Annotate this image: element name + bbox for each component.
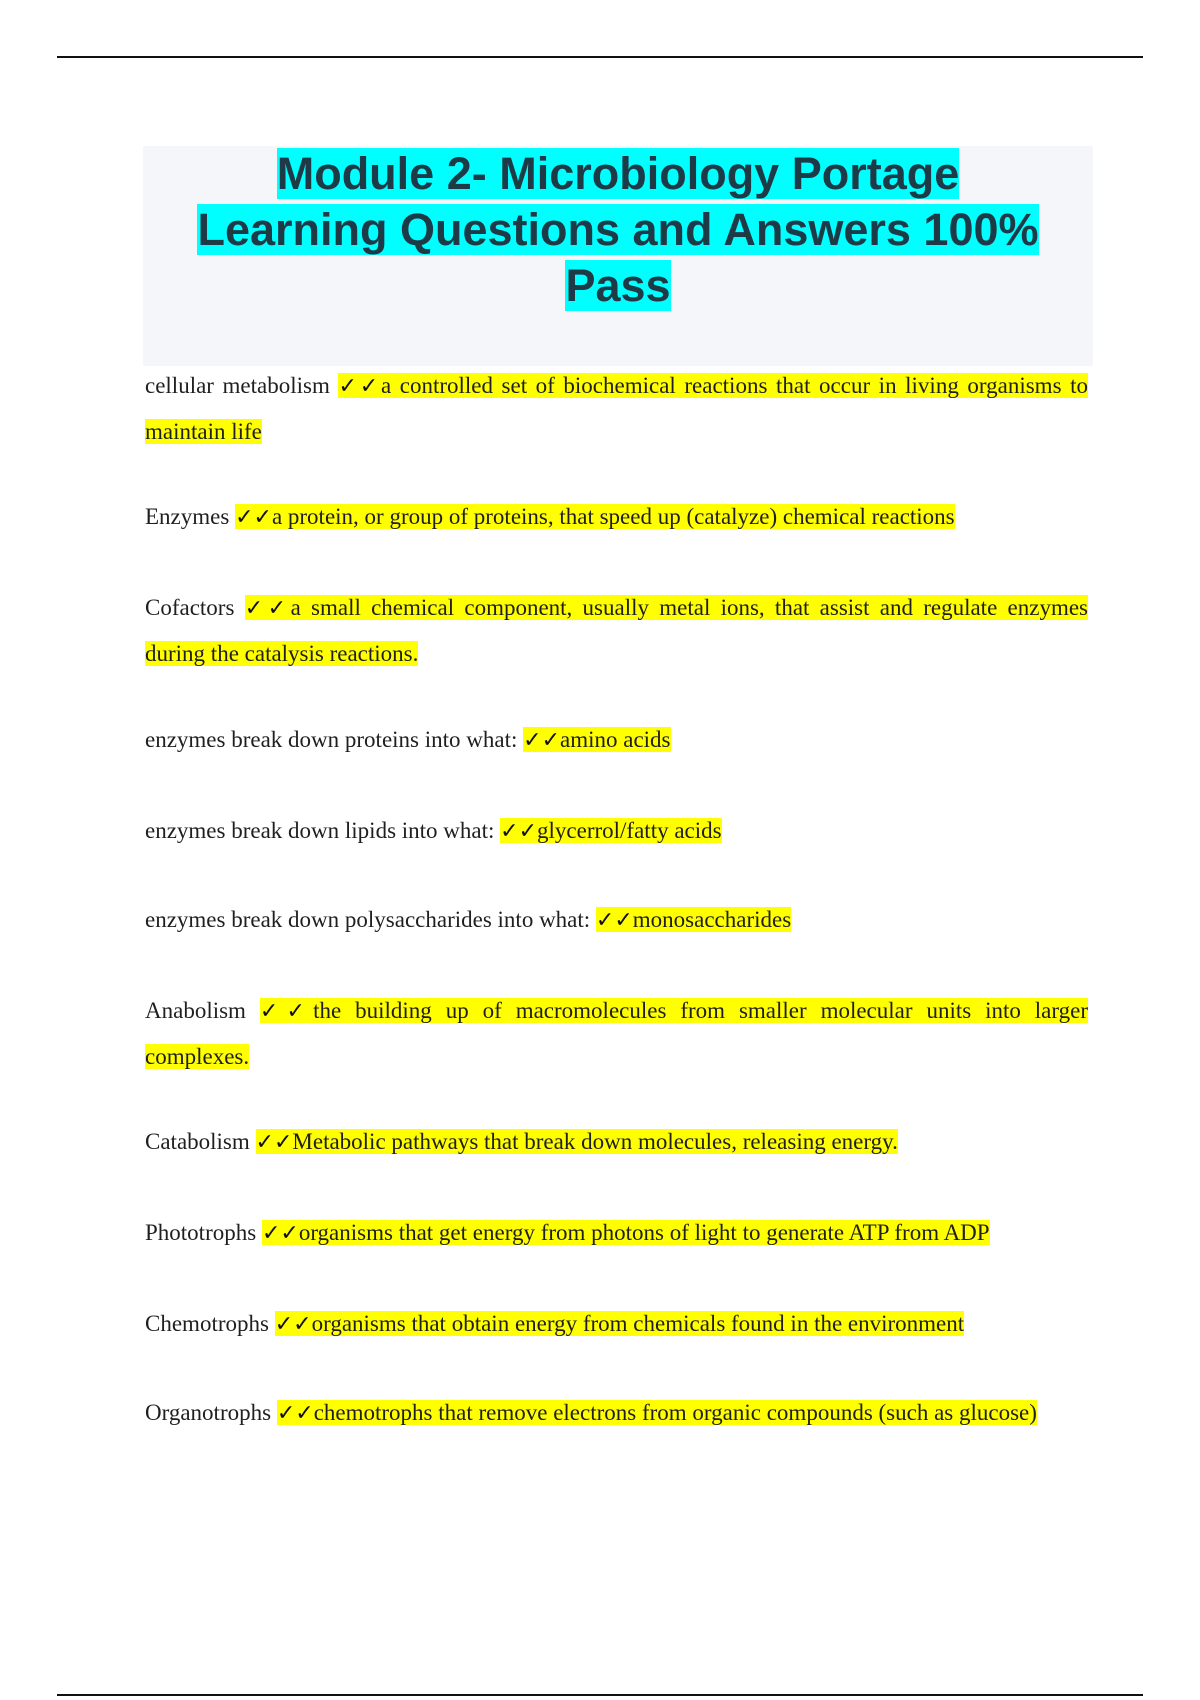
qa-answer-highlight bbox=[145, 998, 1088, 1069]
qa-term: Phototrophs bbox=[145, 1220, 257, 1245]
bottom-rule bbox=[57, 1694, 1143, 1696]
qa-answer-highlight bbox=[262, 1220, 990, 1245]
double-check-icon: ✓✓ bbox=[338, 374, 381, 399]
qa-answer: organisms that obtain energy from chemicals found in the environment bbox=[311, 1311, 965, 1336]
qa-term: enzymes break down proteins into what: bbox=[145, 727, 518, 752]
title-block bbox=[143, 146, 1093, 366]
qa-term: Cofactors bbox=[145, 595, 235, 620]
double-check-icon: ✓✓ bbox=[255, 1130, 293, 1155]
qa-term: Enzymes bbox=[145, 504, 230, 529]
qa-item-chemotrophs bbox=[145, 1301, 1088, 1347]
qa-term: cellular metabolism bbox=[145, 373, 330, 398]
qa-item-anabolism bbox=[145, 988, 1088, 1079]
qa-answer-highlight bbox=[277, 1400, 1037, 1425]
qa-answer: chemotrophs that remove electrons from organic compounds (such as glucose) bbox=[313, 1400, 1037, 1425]
qa-answer-highlight bbox=[523, 727, 670, 752]
qa-item-organotrophs bbox=[145, 1390, 1088, 1436]
qa-term: enzymes break down polysaccharides into what: bbox=[145, 907, 591, 932]
double-check-icon: ✓✓ bbox=[523, 728, 561, 753]
qa-term: Anabolism bbox=[145, 998, 246, 1023]
page-title bbox=[143, 146, 1093, 314]
qa-term: enzymes break down lipids into what: bbox=[145, 818, 495, 843]
title-line-1: Module 2- Microbiology Portage bbox=[276, 148, 960, 199]
top-rule bbox=[57, 56, 1143, 58]
double-check-icon: ✓✓ bbox=[595, 908, 633, 933]
double-check-icon: ✓✓ bbox=[500, 819, 538, 844]
qa-answer: glycerrol/fatty acids bbox=[537, 818, 722, 843]
double-check-icon: ✓✓ bbox=[261, 1221, 299, 1246]
qa-answer-highlight bbox=[500, 818, 721, 843]
qa-answer: organisms that get energy from photons of light to generate ATP from ADP bbox=[298, 1220, 990, 1245]
double-check-icon: ✓✓ bbox=[259, 999, 314, 1024]
qa-item-enzymes bbox=[145, 494, 1088, 540]
qa-item-catabolism bbox=[145, 1119, 1088, 1165]
qa-answer: a protein, or group of proteins, that speed up (catalyze) chemical reactions bbox=[271, 504, 955, 529]
qa-term: Catabolism bbox=[145, 1129, 250, 1154]
qa-term: Chemotrophs bbox=[145, 1311, 269, 1336]
double-check-icon: ✓✓ bbox=[235, 505, 272, 530]
qa-answer: monosaccharides bbox=[632, 907, 792, 932]
qa-term: Organotrophs bbox=[145, 1400, 272, 1425]
double-check-icon: ✓✓ bbox=[276, 1401, 314, 1426]
qa-item-cofactors bbox=[145, 585, 1088, 676]
qa-item-cellular-metabolism bbox=[145, 363, 1088, 454]
qa-answer: a small chemical component, usually metal ions, that assist and regulate enzymes during the catalysis reactions. bbox=[145, 595, 1089, 666]
qa-answer-highlight bbox=[145, 595, 1088, 666]
qa-answer-highlight bbox=[256, 1129, 898, 1154]
qa-item-phototrophs bbox=[145, 1210, 1088, 1256]
qa-answer: amino acids bbox=[560, 727, 671, 752]
qa-answer: the building up of macromolecules from smaller molecular units into larger complexes. bbox=[145, 998, 1088, 1069]
qa-item-polysaccharides bbox=[145, 897, 1088, 943]
qa-answer-highlight bbox=[275, 1311, 964, 1336]
qa-answer: a controlled set of biochemical reactions that occur in living organisms to maintain life bbox=[145, 373, 1088, 444]
qa-answer-highlight bbox=[235, 504, 955, 529]
qa-answer-highlight bbox=[596, 907, 791, 932]
qa-item-lipids bbox=[145, 808, 1088, 854]
qa-item-proteins bbox=[145, 717, 1088, 763]
title-line-2: Learning Questions and Answers 100% bbox=[197, 204, 1039, 255]
double-check-icon: ✓✓ bbox=[274, 1312, 312, 1337]
double-check-icon: ✓✓ bbox=[244, 596, 291, 621]
title-line-3: Pass bbox=[565, 260, 671, 311]
qa-answer: Metabolic pathways that break down molecules, releasing energy. bbox=[292, 1129, 898, 1154]
